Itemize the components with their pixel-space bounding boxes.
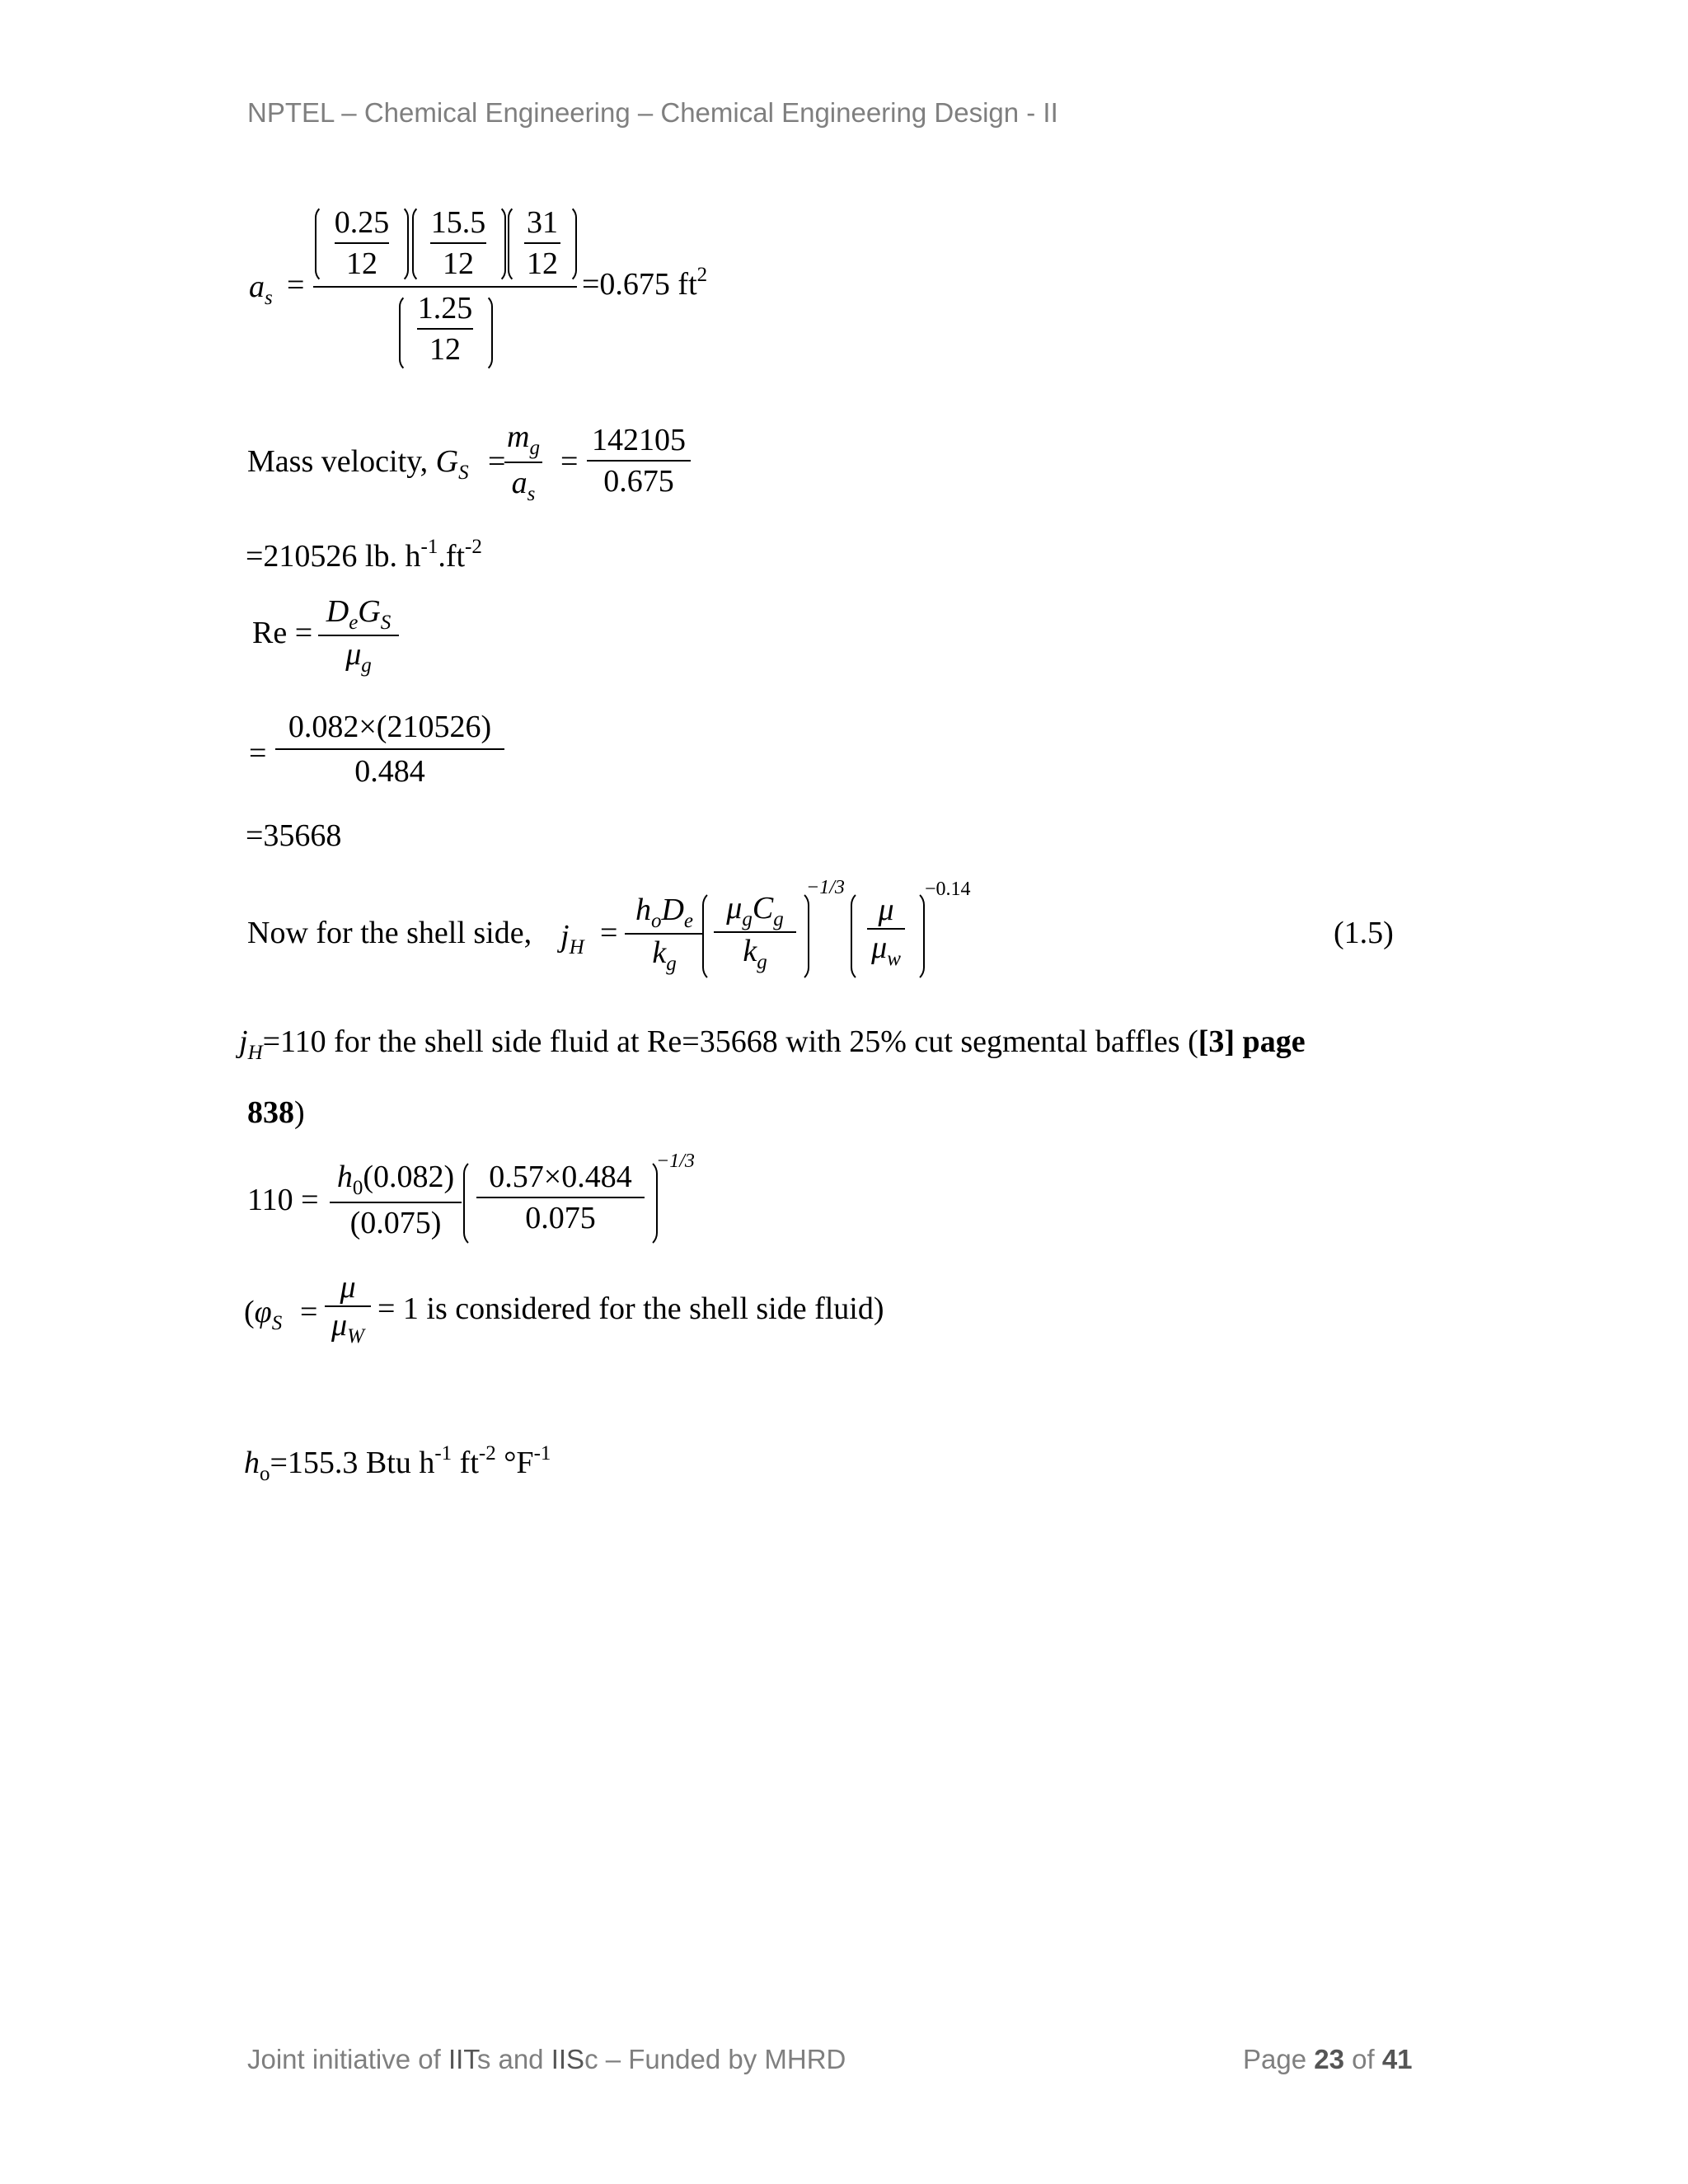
fraction: 0.25 12 <box>334 205 390 281</box>
footer-left: Joint initiative of IITs and IISc – Funded by MHRD <box>247 2044 846 2074</box>
fraction: 31 12 <box>519 204 565 282</box>
fraction: $m_g$ $a_s$ <box>504 419 542 506</box>
right-paren <box>396 204 409 284</box>
right-paren <box>910 890 925 982</box>
as-symbol: a <box>249 269 265 304</box>
reference-link: [3] page <box>1198 1024 1306 1059</box>
page-number: Page 23 of 41 <box>1243 2044 1413 2074</box>
as-result: =0.675 $ft^2$ <box>582 264 708 302</box>
fraction: 142105 0.675 <box>587 422 691 499</box>
fraction: μ $\mu_W$ <box>325 1269 371 1348</box>
right-paren <box>493 204 506 284</box>
fraction: $D_eG_S$ $\mu_g$ <box>318 593 399 677</box>
left-paren <box>315 204 328 284</box>
right-paren <box>480 293 493 373</box>
ho-result: $h_o=155.3$ Btu $h^{-1}$ $ft^{-2}$ $^\circ F^{-1}$ <box>244 1442 551 1485</box>
right-paren <box>795 890 809 982</box>
fraction: $h_oD_e$ $k_g$ <box>625 892 704 976</box>
jh-paragraph-line1: $j_H=110$ for the shell side fluid at Re=35668 with 25% cut segmental baffles ([3] page <box>239 1024 1306 1064</box>
right-paren <box>564 204 577 284</box>
fraction: 15.5 12 <box>430 205 486 281</box>
fraction: 1.25 12 <box>417 291 473 367</box>
fraction: 0.082×(210526) 0.484 <box>275 709 504 790</box>
fraction: μ $\mu_w$ <box>862 892 910 971</box>
page-header: NPTEL – Chemical Engineering – Chemical Engineering Design - II <box>247 97 1058 128</box>
gs-value: =210526 lb. $h^{-1}.ft^{-2}$ <box>246 536 482 574</box>
fraction: $\mu_gC_g$ $k_g$ <box>714 890 796 974</box>
main-fraction-bar <box>313 286 577 288</box>
equation-number: (1.5) <box>1334 916 1394 950</box>
re-value: =35668 <box>246 818 342 853</box>
jh-paragraph-line2: 838) <box>247 1095 305 1130</box>
fraction: 0.57×0.484 0.075 <box>476 1159 645 1236</box>
fraction: $h_0(0.082)$ (0.075) <box>330 1159 462 1241</box>
